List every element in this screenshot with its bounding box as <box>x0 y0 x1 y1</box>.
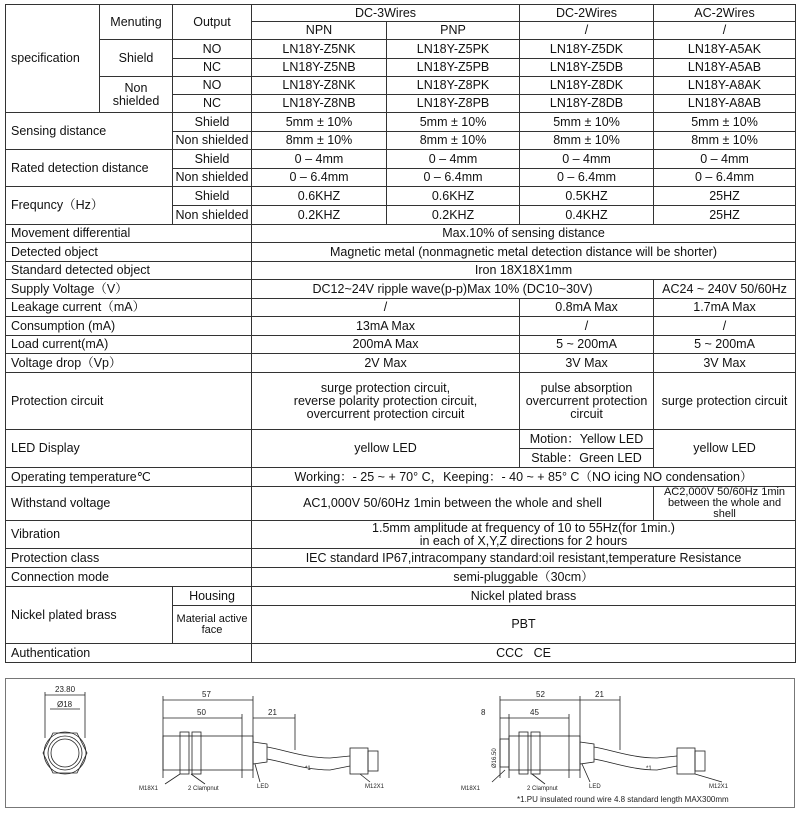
dimension-drawing-svg <box>5 678 795 808</box>
output-header: Output <box>173 5 252 40</box>
load-dc3-value: 200mA Max <box>252 336 520 354</box>
value-cell: 0 – 6.4mm <box>654 169 796 187</box>
specification-label: specification <box>6 5 100 113</box>
pnp-header: PNP <box>387 22 520 40</box>
front-inner-dim: Ø18 <box>57 700 73 709</box>
value-cell: 0.6KHZ <box>387 187 520 206</box>
leader-line <box>492 770 505 782</box>
model-cell: LN18Y-Z8DK <box>520 77 654 95</box>
nickel-label: Nickel plated brass <box>6 587 173 644</box>
supply-ac-value: AC24 ~ 240V 50/60Hz <box>654 280 796 299</box>
connection-value: semi-pluggable（30cm） <box>252 568 796 587</box>
model-cell: LN18Y-Z5DK <box>520 40 654 59</box>
consumption-dc3-value: 13mA Max <box>252 317 520 336</box>
ac2-header: AC-2Wires <box>654 5 796 22</box>
model-cell: LN18Y-Z8PB <box>387 95 520 113</box>
sensor-head <box>500 739 509 767</box>
leakage-ac2-value: 1.7mA Max <box>654 299 796 317</box>
protection-class-label: Protection class <box>6 549 252 568</box>
output-cell: NC <box>173 95 252 113</box>
model-cell: LN18Y-Z5PK <box>387 40 520 59</box>
value-cell: 8mm ± 10% <box>654 132 796 150</box>
menuting-header: Menuting <box>100 5 173 40</box>
npn-header: NPN <box>252 22 387 40</box>
withstand-ac-value: AC2,000V 50/60Hz 1min between the whole and shell <box>654 487 796 521</box>
face-circle <box>51 739 79 767</box>
frequency-label: Frequncy（Hz） <box>6 187 173 225</box>
detected-value: Magnetic metal (nonmagnetic metal detection distance will be shorter) <box>252 243 796 262</box>
shield-label: Shield <box>100 40 173 77</box>
model-cell: LN18Y-Z5NB <box>252 59 387 77</box>
load-ac2-value: 5 ~ 200mA <box>654 336 796 354</box>
shielded-body-dim: 50 <box>197 708 206 717</box>
dc3-header: DC-3Wires <box>252 5 520 22</box>
voltage-drop-ac2-value: 3V Max <box>654 354 796 373</box>
movement-value: Max.10% of sensing distance <box>252 225 796 243</box>
authentication-label: Authentication <box>6 644 252 663</box>
nonshielded-total-dim: 52 <box>536 690 545 699</box>
load-label: Load current(mA) <box>6 336 252 354</box>
plug-end <box>695 751 705 771</box>
leader-line <box>582 764 590 782</box>
outer-circle <box>44 732 86 774</box>
withstand-dc-value: AC1,000V 50/60Hz 1min between the whole and shell <box>252 487 654 521</box>
value-cell: 0 – 4mm <box>520 150 654 169</box>
dc2-header: DC-2Wires <box>520 5 654 22</box>
value-cell: 0 – 6.4mm <box>520 169 654 187</box>
face-label: Material active face <box>173 606 252 644</box>
nonshielded-led: LED <box>589 784 601 790</box>
leader-line <box>191 774 205 784</box>
clamp-nut <box>180 732 189 774</box>
specification-table <box>5 4 796 663</box>
nonshielded-body-dim: 45 <box>530 708 539 717</box>
clamp-nut <box>519 732 528 774</box>
leader-line <box>695 774 722 782</box>
nonshielded-nut: 2 Clampnut <box>527 786 558 792</box>
model-cell: LN18Y-Z8NB <box>252 95 387 113</box>
model-cell: LN18Y-Z8DB <box>520 95 654 113</box>
supply-label: Supply Voltage（V） <box>6 280 252 299</box>
operating-temp-value: Working：- 25 ~ + 70° C，Keeping：- 40 ~ + 85° C（NO icing NO condensation） <box>252 468 796 487</box>
connection-label: Connection mode <box>6 568 252 587</box>
vibration-value: 1.5mm amplitude at frequency of 10 to 55Hz(for 1min.) in each of X,Y,Z directions for 2 hours <box>252 521 796 549</box>
cable <box>594 747 677 758</box>
nonshielded-cable-dim: 21 <box>595 690 604 699</box>
plug <box>350 748 368 774</box>
cable-footnote: *1.PU insulated round wire 4.8 standard length MAX300mm <box>517 795 729 804</box>
value-cell: 0 – 4mm <box>387 150 520 169</box>
output-cell: NO <box>173 77 252 95</box>
value-cell: 8mm ± 10% <box>387 132 520 150</box>
value-cell: 5mm ± 10% <box>654 113 796 132</box>
value-cell: 5mm ± 10% <box>520 113 654 132</box>
authentication-value: CCC CE <box>252 644 796 663</box>
consumption-ac2-value: / <box>654 317 796 336</box>
value-cell: 8mm ± 10% <box>520 132 654 150</box>
model-cell: LN18Y-A5AB <box>654 59 796 77</box>
leader-line <box>532 774 545 784</box>
consumption-label: Consumption (mA) <box>6 317 252 336</box>
model-cell: LN18Y-A8AK <box>654 77 796 95</box>
cable <box>594 759 677 770</box>
leakage-dc3-value: / <box>252 299 520 317</box>
dimension-drawing <box>5 678 795 808</box>
vibration-label: Vibration <box>6 521 252 549</box>
withstand-label: Withstand voltage <box>6 487 252 521</box>
type-cell: Non shielded <box>173 132 252 150</box>
model-cell: LN18Y-A8AB <box>654 95 796 113</box>
nonshielded-plug: M12X1 <box>709 784 729 790</box>
standard-detected-value: Iron 18X18X1mm <box>252 262 796 280</box>
value-cell: 5mm ± 10% <box>252 113 387 132</box>
led-dc3-value: yellow LED <box>252 430 520 468</box>
model-cell: LN18Y-Z8PK <box>387 77 520 95</box>
value-cell: 0.2KHZ <box>252 206 387 225</box>
shielded-total-dim: 57 <box>202 690 211 699</box>
non-shielded-label: Non shielded <box>100 77 173 113</box>
front-outer-dim: 23.80 <box>55 685 76 694</box>
nonshielded-dia-dim: Ø16.50 <box>492 748 498 768</box>
value-cell: 0 – 4mm <box>654 150 796 169</box>
sensing-distance-label: Sensing distance <box>6 113 173 150</box>
shielded-plug: M12X1 <box>365 784 385 790</box>
model-cell: LN18Y-A5AK <box>654 40 796 59</box>
protection-class-value: IEC standard IP67,intracompany standard:oil resistant,temperature Resistance <box>252 549 796 568</box>
supply-dc-value: DC12~24V ripple wave(p-p)Max 10% (DC10~30V) <box>252 280 654 299</box>
protection-dc3-value: surge protection circuit, reverse polarity protection circuit, overcurrent protection circuit <box>252 373 520 430</box>
standard-detected-label: Standard detected object <box>6 262 252 280</box>
output-cell: NO <box>173 40 252 59</box>
operating-temp-label: Operating temperature℃ <box>6 468 252 487</box>
value-cell: 0.2KHZ <box>387 206 520 225</box>
plug-end <box>368 751 378 771</box>
model-cell: LN18Y-Z5NK <box>252 40 387 59</box>
protection-label: Protection circuit <box>6 373 252 430</box>
detected-label: Detected object <box>6 243 252 262</box>
type-cell: Shield <box>173 113 252 132</box>
value-cell: 25HZ <box>654 187 796 206</box>
cable-gland <box>580 742 594 764</box>
led-dc2-motion: Motion：Yellow LED <box>520 430 654 449</box>
value-cell: 0.6KHZ <box>252 187 387 206</box>
shielded-note: *1 <box>305 766 311 772</box>
model-cell: LN18Y-Z8NK <box>252 77 387 95</box>
nonshielded-head-dim: 8 <box>481 708 486 717</box>
model-cell: LN18Y-Z5PB <box>387 59 520 77</box>
value-cell: 0 – 4mm <box>252 150 387 169</box>
value-cell: 25HZ <box>654 206 796 225</box>
dc2-subheader: / <box>520 22 654 40</box>
value-cell: 0.5KHZ <box>520 187 654 206</box>
cable <box>267 747 350 758</box>
type-cell: Shield <box>173 187 252 206</box>
type-cell: Non shielded <box>173 206 252 225</box>
leader-line <box>165 774 180 784</box>
face-value: PBT <box>252 606 796 644</box>
rated-detection-label: Rated detection distance <box>6 150 173 187</box>
housing-label: Housing <box>173 587 252 606</box>
led-label: LED Display <box>6 430 252 468</box>
model-cell: LN18Y-Z5DB <box>520 59 654 77</box>
value-cell: 5mm ± 10% <box>387 113 520 132</box>
value-cell: 0.4KHZ <box>520 206 654 225</box>
led-dc2-stable: Stable：Green LED <box>520 449 654 468</box>
nonshielded-side-view <box>492 696 722 784</box>
led-ac2-value: yellow LED <box>654 430 796 468</box>
clamp-nut <box>531 732 540 774</box>
leader-line <box>255 764 260 782</box>
value-cell: 0 – 6.4mm <box>387 169 520 187</box>
inner-circle <box>48 736 82 770</box>
load-dc2-value: 5 ~ 200mA <box>520 336 654 354</box>
nonshielded-thread: M18X1 <box>461 786 481 792</box>
consumption-dc2-value: / <box>520 317 654 336</box>
voltage-drop-dc3-value: 2V Max <box>252 354 520 373</box>
plug <box>677 748 695 774</box>
clamp-nut <box>192 732 201 774</box>
shielded-cable-dim: 21 <box>268 708 277 717</box>
value-cell: 8mm ± 10% <box>252 132 387 150</box>
value-cell: 0 – 6.4mm <box>252 169 387 187</box>
voltage-drop-label: Voltage drop（Vp） <box>6 354 252 373</box>
cable-gland <box>253 742 267 764</box>
voltage-drop-dc2-value: 3V Max <box>520 354 654 373</box>
shielded-thread: M18X1 <box>139 786 159 792</box>
shielded-led: LED <box>257 784 269 790</box>
leader-line <box>360 774 370 782</box>
shielded-nut: 2 Clampnut <box>188 786 219 792</box>
sensor-body <box>163 736 253 770</box>
ac2-subheader: / <box>654 22 796 40</box>
type-cell: Shield <box>173 150 252 169</box>
type-cell: Non shielded <box>173 169 252 187</box>
leakage-label: Leakage current（mA） <box>6 299 252 317</box>
housing-value: Nickel plated brass <box>252 587 796 606</box>
movement-label: Movement differential <box>6 225 252 243</box>
protection-ac2-value: surge protection circuit <box>654 373 796 430</box>
output-cell: NC <box>173 59 252 77</box>
nonshielded-note: *1 <box>646 766 652 772</box>
leakage-dc2-value: 0.8mA Max <box>520 299 654 317</box>
drawing-border <box>6 679 795 808</box>
protection-dc2-value: pulse absorption overcurrent protection circuit <box>520 373 654 430</box>
